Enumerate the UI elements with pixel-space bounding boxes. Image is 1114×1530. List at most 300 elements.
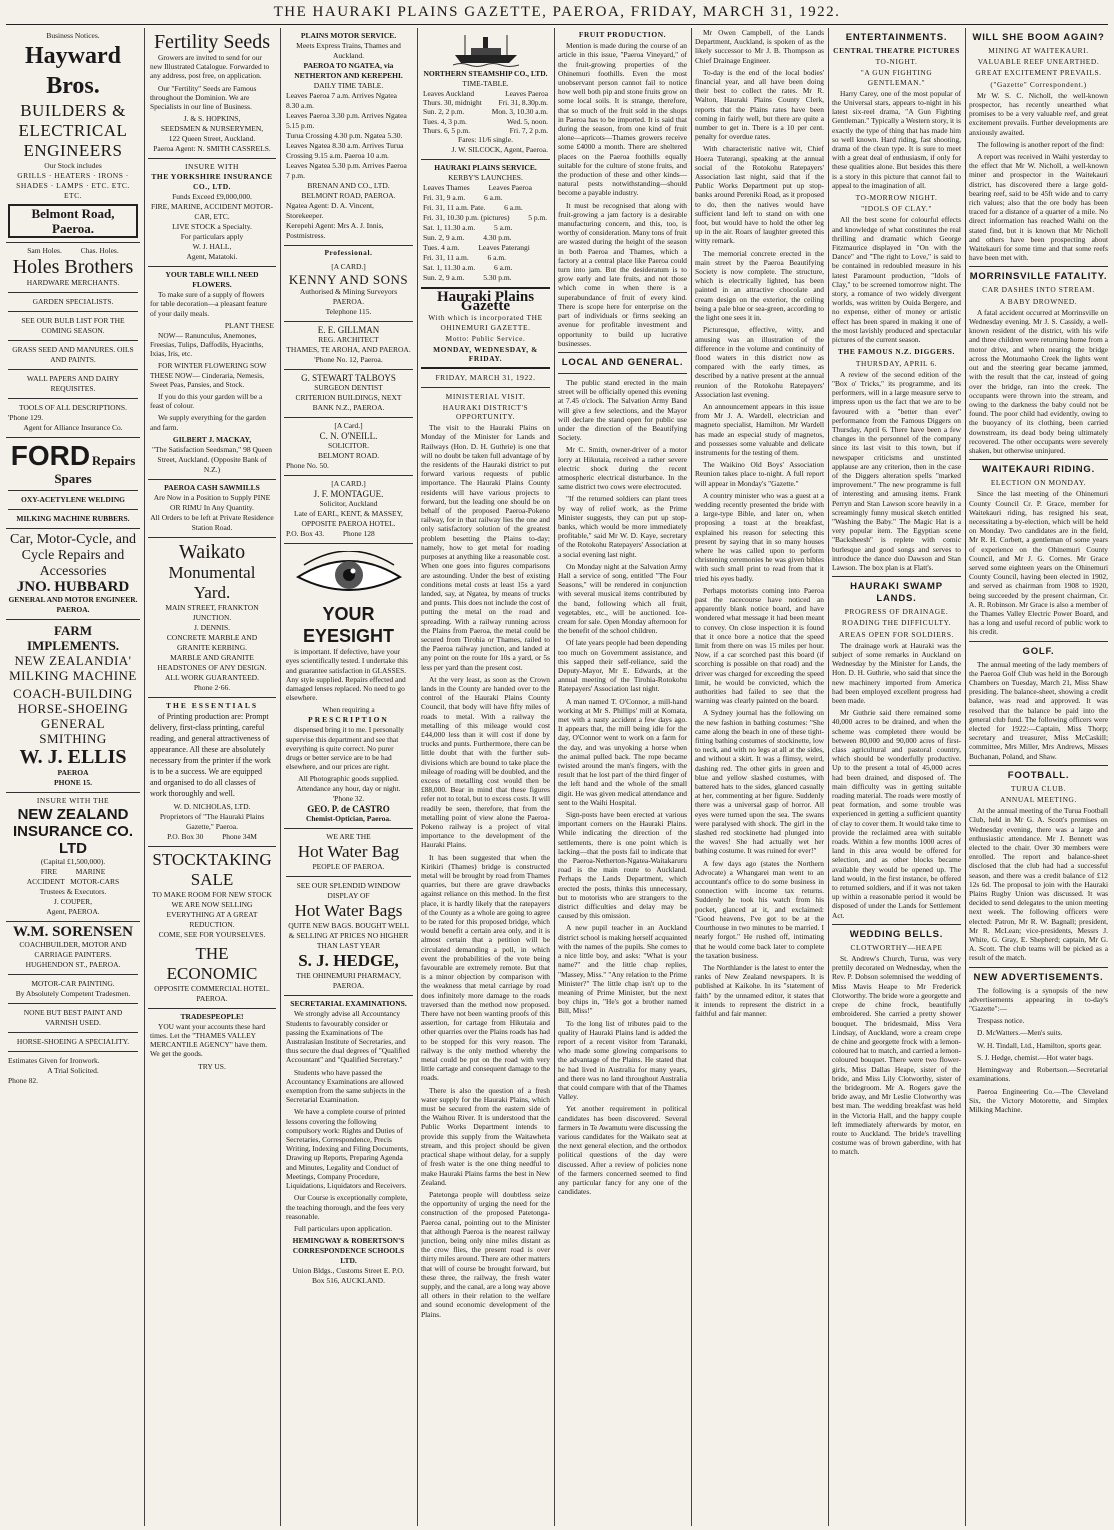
column-3-advertisements [284, 28, 413, 1526]
boom-sub: GREAT EXCITEMENT PREVAILS. [975, 68, 1102, 78]
ellis-line: PAEROA [57, 768, 89, 777]
pms-row: Leaves Ngatea 5.30 p.m. Arrives Paeroa 7 p.m. [286, 161, 407, 180]
ford-repairs: Repairs Spares [54, 453, 136, 486]
new-ads-item: W. H. Tindall, Ltd., Hamilton, sports gear. [977, 1040, 1102, 1050]
flowers-heading: YOUR TABLE WILL NEED FLOWERS. [165, 270, 259, 290]
news-paragraph: A man named T. O'Connor, a mill-hand working at Mr S. Phillips' mill at Komata, met with a nasty accident a few days ago. It appears that, the mill being idle for the day, O'Connor went to work on a farm for the day, and was unyoking a horse when the animal pulled back. The rope became twisted around the man's fingers, with the result that he lost part of the third finger of the left hand and the whole of the small digit. He was given medical attendance and sent to the Waihi Hospital. [558, 696, 687, 807]
news-paragraph: Mr Owen Campbell, of the Lands Department, Auckland, is spoken of as the likely successor to Mr J. B. Thompson as Chief Drainage Engineer. [695, 28, 824, 65]
stocktaking-heading: STOCKTAKING [152, 849, 272, 869]
montague-line: Solicitor, Auckland [319, 499, 378, 509]
pms-route: PAEROA TO NGATEA, via NETHERTON AND KEREPEHI. [294, 61, 403, 80]
column-rule [280, 28, 281, 1526]
hotwater-line: QUITE NEW BAGS. BOUGHT WELL & SELLING AT PRICES NO HIGHER THAN LAST YEAR [288, 921, 409, 951]
waikato-line: Phone 2·66. [193, 682, 231, 692]
ad-hayward-bros [6, 28, 140, 243]
talboys-line: CRITERION BUILDINGS, NEXT BANK N.Z., PAEROA. [295, 393, 402, 413]
masthead-rule [6, 24, 1108, 25]
oneill-line: SOLICITOR. [328, 441, 369, 451]
hayward-items: GRILLS · HEATERS · IRONS · SHADES · LAMPS · ETC. ETC. ETC. [16, 171, 130, 200]
secretarial-text: Students who have passed the Accountancy Examinations are allowed exemption from the same subjects in the Secretarial Examination. [286, 1067, 406, 1105]
printing-text: of Printing production are: Prompt delivery, first-class printing, careful reading, and general attractiveness of appearance. All these are absolutely necessary from the printer if the work is to be a success. We are equipped and organised to do all classes of work thoroughly and well. [150, 711, 271, 798]
holes-partners: Sam Holes. Chas. Holes. [27, 246, 119, 255]
waikato-line: CONCRETE MARBLE AND GRANITE KERBING. [166, 632, 258, 652]
hotwater-line: WE ARE THE [326, 832, 371, 842]
paper-line: With which is incorporated THE OHINEMURI GAZETTE. [428, 313, 543, 332]
pms-sub: Meets Express Trains, Thames and Auckland. [296, 41, 401, 60]
hayward-name: Hayward Bros. [25, 43, 121, 99]
column-7-news [832, 28, 961, 1526]
eyesight-text: dispensed bring it to me. I personally supervise this department and see that everything is quite correct. No purer drugs or better service are to be had elsewhere, and our prices are right. [286, 725, 404, 772]
launches-row: Tues. 4 a.m. Leaves Paterangi [423, 243, 530, 253]
editorial-paragraph: It has been suggested that when the Kirikiri (Thames) bridge is constructed metal will be brought by road from Thames quarries, but there are grave drawbacks against reliance on this method. In the first place, it is hardly likely that the ratepayers of the County as a whole are going to agree to be rated for this proposed bridge, which would benefit a certain area only, and it is almost certain that a petition will be circulated demanding a poll, in which event the probabilities of the vote being favourable are extremely remote. But that is a minor objection by comparison with the weakness that metal carriage by road does infinitely more damage to the roads traversed than the method now proposed. There have not been wanting proofs of this assertion, for cartage from Hikutaia and other quarries over the Plains roads has had to be stopped for this very reason. The railway is the only method whereby the metal could be put on the road with very little cartage and consequent damage to the roads. [421, 852, 550, 1083]
column-rule [417, 28, 418, 1526]
film-title: "A GUN FIGHTING GENTLEMAN." [860, 68, 933, 87]
ad-stocktaking [148, 847, 276, 1009]
ad-flowers [148, 267, 276, 480]
timetable-row: Thurs. 30, midnight Fri. 31, 8.30p.m. [423, 98, 548, 108]
pms-timetable: DAILY TIME TABLE. [313, 81, 384, 90]
launches-row: Sun. 2, 9 a.m. 4.30 p.m. [423, 233, 512, 243]
news-paragraph: A Sydney journal has the following on the new fashion in bathing costumes: "She came along the beach in one of these tight-fitting bathing costumes of stockinette, low to neck, and with no legs at all at the sides, and without a skirt. It was a flimsy, weird, dashing red. The other girls in green and blue and yellow slashed costumes, with battered hats to the sides, glanced casually at her, commenting at her figure. Suddenly there was a universal gasp of horror. All eyes were turned upon the sea. The swans were paralysed with shock. The girl in the slashed red stockinette had plunged into the waves! She had actually wet her bathing costume. It was ruined for ever!" [695, 708, 824, 856]
sorensen-line: NONE BUT BEST PAINT AND VARNISH USED. [23, 1008, 123, 1027]
launches-row: Sat. 1, 11.30 a.m. 5 a.m. [423, 223, 513, 233]
launches-row: Sun. 2, 9 a.m. 5.30 p.m. [423, 273, 512, 283]
entertainments-heading: ENTERTAINMENTS. [845, 32, 948, 43]
boom-sub: VALUABLE REEF UNEARTHED. [977, 57, 1100, 67]
hedge-name: S. J. HEDGE, [298, 951, 399, 971]
holes-line: HARDWARE MERCHANTS. [26, 278, 120, 287]
ad-secretarial-exams [284, 996, 413, 1290]
golf-paragraph: The annual meeting of the lady members of the Paeroa Golf Club was held in the Borough Chambers on Tuesday, March 21, Miss Shaw presiding. The balance-sheet, showing a credit balance, was read and approved. It was resolved that the balance be paid into the general club fund. The following officers were elected for 1922:—Captain, Miss Thorp; secretary and treasurer, Miss McCaskill; committee, Mrs Miller, Mrs Andrews, Misses Buchanan, Poland, and Shaw. [969, 659, 1108, 761]
talboys-name: G. STEWART TALBOYS [301, 373, 396, 384]
column-rule [965, 28, 966, 1526]
paper-motto: Motto: Public Service. [445, 333, 526, 343]
hotwater-heading: Hot Water Bag [297, 842, 400, 862]
ad-fertility-seeds [148, 28, 276, 159]
timetable-row: Leaves Auckland Leaves Paeroa [423, 89, 548, 98]
tonight-heading: TO-NIGHT. [875, 57, 918, 67]
fertility-line: Paeroa Agent: N. SMITH CASSRELS. [153, 144, 271, 154]
sorensen-line: COACHBUILDER, MOTOR AND CARRIAGE PAINTERS. [19, 940, 127, 959]
pms-line: Kerepehi Agent: Mrs A. J. Innis, Postmistress. [286, 221, 384, 240]
card-label: [A Card.] [334, 421, 363, 431]
fertility-line: 122 Queen Street, Auckland. [168, 134, 256, 144]
yorkshire-line: THE YORKSHIRE INSURANCE CO., LTD. [151, 172, 273, 192]
masthead: THE HAURAKI PLAINS GAZETTE, PAEROA, FRIDAY, MARCH 31, 1922. [273, 4, 841, 20]
column-rule [691, 28, 692, 1526]
news-paragraph: An announcement appears in this issue from Mr J. A. Wardell, electrician and magneto specialist, Hamilton. Mr Wardell has made an especial study of magnetos, and possesses some valuable and delicate instruments for the testing of them. [695, 401, 824, 457]
eyesight-line: All Photographic goods supplied. [298, 774, 399, 784]
timetable-row: Thurs. 6, 5 p.m. Fri. 7, 2 p.m. [423, 125, 548, 135]
ad-tradespeople [148, 1009, 276, 1076]
fertility-line: J. & S. HOPKINS, [183, 114, 241, 124]
waikato-line: ALL WORK GUARANTEED. [165, 672, 259, 682]
card-label: [A CARD.] [331, 479, 366, 489]
launches-row: Fri. 31, 11 a.m. Pate. 6 a.m. [423, 203, 523, 213]
ford-logo: FORD [10, 440, 91, 471]
waikato-subheading: Monumental Yard. [168, 562, 256, 602]
yorkshire-line: W. J. HALL, [192, 242, 232, 252]
secretarial-line: HEMINGWAY & ROBERTSON'S CORRESPONDENCE SCHOOLS LTD. [292, 1236, 405, 1266]
waikato-line: J. DENNIS. [193, 622, 231, 632]
ad-plains-motor-service [284, 28, 413, 246]
decastro-name: GEO. P. de CASTRO [307, 804, 390, 815]
fertility-line: SEEDSMEN & NURSERYMEN, [160, 124, 264, 134]
swamp-sub: ROADING THE DIFFICULTY. [841, 618, 952, 628]
news-paragraph: The public stand erected in the main street will be officially opened this evening at 7.45 o'clock. The Salvation Army Band will give a few selections, and the Mayor will declare the stand open for public use under the direction of the Beautifying Society. [558, 377, 687, 443]
column-5-news [558, 28, 687, 1526]
stocktaking-line: TO MAKE ROOM FOR NEW STOCK WE ARE NOW SELLING EVERYTHING AT A GREAT REDUCTION. [152, 889, 272, 929]
hotwater-heading: Hot Water Bags [294, 901, 403, 921]
stocktaking-heading: SALE [190, 869, 234, 889]
ad-eyesight [284, 544, 413, 829]
swamp-paragraph: The drainage work at Hauraki was the subject of some remarks in Auckland on Wednesday by the Minister for Lands, the Hon. D. H. Guthrie, who said that since the new machinery imported from America had been employed excellent progress had been made. [832, 640, 961, 705]
printing-heading: THE ESSENTIALS [166, 700, 258, 710]
card-kenny [284, 259, 413, 322]
holes-phone: 'Phone 129. [8, 413, 44, 422]
steamship-agent: J. W. SILCOCK, Agent, Paeroa. [451, 145, 548, 155]
montague-name: J. F. MONTAGUE. [313, 489, 384, 500]
holes-line: GRASS SEED AND MANURES. OILS AND PAINTS. [12, 345, 134, 364]
professional-heading: Professional. [324, 248, 373, 257]
news-paragraph: With characteristic native wit, Chief Hoera Tuterangi, speaking at the annual social of the Rotokohu Ratepayers' Association last night, said that if the Public Works Department put up stop-banks around Pereniki Road, as it proposed to do, then the natives would have sufficient land left to stand on with one foot, but would have to hold the other leg up in the air. Roars of laughter greeted this witty remark. [695, 144, 824, 246]
column-6-news [695, 28, 824, 1526]
sorensen-line: By Absolutely Competent Tradesmen. [15, 989, 131, 998]
card-oneill [284, 418, 413, 476]
news-paragraph: A few days ago (states the Northern Advocate) a Whangarei man went to an accountant's office to do some business in connection with income tax returns. Suddenly he took his watch from his pocket, glanced at it, and exclaimed: "Good heavens, I've got to be at the Courthouse in two minutes to be married. I nearly forgot." He rushed off, intimating that he would come back later to complete the taxation business. [695, 858, 824, 960]
fatality-sub: CAR DASHES INTO STREAM. [982, 285, 1095, 295]
wedding-paragraph: St. Andrew's Church, Turua, was very prettily decorated on Wednesday, when the Rev. P. Dobson solemnised the wedding of Miss Mavis Heape to Mr Frederick Clotworthy. The bride wore a georgette and crepe de chine frock, beautifully embroidered. She carried a pretty shower bouquet. The bridesmaid, Miss Vera Lindsay, of Auckland, wore a cream crepe de chine and georgette frock with a lemon-coloured hat to match, and carried a lemon-coloured bouquet. There were two flower-girls, Miss Dallas Heape, sister of the bride, and Miss Lily Clotworthy, sister of the bridegroom. Mr A. Rogers gave the bride away, and Mr Leslie Clotworthy was best man. The wedding breakfast was held in the Victoria Hall, and the happy couple left immediately afterwards by motor, en route to Auckland. The bride's travelling costume was of brown gaberdine, with hat to match. [832, 954, 961, 1157]
hayward-line: ENGINEERS [23, 141, 123, 160]
news-paragraph: The memorial concrete erected in the main street by the Paeroa Beautifying Society is now complete. The structure, which is electrically lighted, has been painted in an attractive chocolate and cream design on the exterior, the ceiling being a pale blue or sea-green, according to the light one sees it in. [695, 248, 824, 323]
fertility-text: Our "Fertility" Seeds are Famous throughout the Dominion. We are Specialists in our line of Business. [150, 83, 257, 112]
flowers-text: To make sure of a supply of flowers for table decoration—a pleasant feature of your daily meals. [150, 290, 267, 318]
ministerial-sub: HAURAKI DISTRICT'S OPPORTUNITY. [442, 402, 529, 422]
boom-sub: MINING AT WAITEKAURI. [988, 46, 1089, 55]
insurance-company: NEW ZEALAND INSURANCE CO. LTD [12, 806, 133, 857]
tradespeople-line: TRY US. [198, 1061, 226, 1071]
secretarial-line: Union Bldgs., Customs Street E. P.O. Box 516, AUCKLAND. [292, 1266, 405, 1286]
diggers-date: THURSDAY, APRIL 6. [855, 358, 938, 368]
ad-printing [148, 698, 276, 847]
pms-line: BRENAN AND CO., LTD. [307, 181, 390, 190]
boom-paragraph: A report was received in Waihi yesterday to the effect that Mr W. Nicholl, a well-known miner and prospector in the Waitekauri district, has discovered there a large gold-bearing reef, said to be 45ft wide and to carry rich values; also that the ore body has been traced for a distance of a quarter of a mile. No direct information has reached Waihi on the stated find, but it is known that Mr Nicholl and others have been prospecting about Waitekauri for some time and that some reefs have been met with. [969, 152, 1108, 263]
riding-sub: ELECTION ON MONDAY. [990, 478, 1087, 488]
fruit-heading: FRUIT PRODUCTION. [578, 30, 667, 39]
flowers-text: We supply everything for the garden and farm. [150, 413, 266, 432]
secretarial-text: We strongly advise all Accountancy Students to favourably consider or passing the Examinations of The Australasian Institute of Secretaries, and thus secure the dual degrees of "Qualified Accountant" and "Qualified Secretary." [286, 1009, 410, 1065]
entertainment-paragraph: All the best scene for colourful effects and knowledge of what constitutes the real thrilling and dramatic which George Fitzmaurice displayed in "On with the Dance" and "The right to Love," is said to be contained in redoubled measure in his latest Paramount production, "Idols of Clay," to be screened tomorrow night. The story, a romance of two widely divergent worlds, was written by Ouida Bergere, and no expense, either of money or artistic effect has been spared in making it one of the most lavishly produced and spectacular pictures of the current season. [832, 215, 961, 345]
eyesight-text: is important. If defective, have your eyes scientifically tested. I undertake this and guarantee satisfaction in GLASSES. Any style supplied. Repairs effected and damaged lenses replaced. No need to go elsewhere. [286, 647, 408, 703]
insurance-line: ACCIDENT MOTOR-CARS [26, 877, 120, 886]
ad-ellis [6, 620, 140, 793]
ford-line: OXY-ACETYLENE WELDING [21, 495, 125, 504]
new-ads-item: D. McWatters.—Men's suits. [977, 1028, 1063, 1038]
mackay-name: GILBERT J. MACKAY, [172, 434, 252, 444]
entertainment-paragraph: Harry Carey, one of the most popular of the Universal stars, appears to-night in his latest six-reel drama, "A Gun Fighting Gentleman." Typically a Western story, it is exactly the type of thing that has made him so well known. Hard riding, fast shooting, drama of the clean type. It is sure to meet with a great deal of enthusiasm, if only for these qualities alone. But besides this there is a story in this picture that cannot fail to appeal to the imagination of all. [832, 88, 961, 190]
ad-yorkshire-insurance [148, 159, 276, 267]
montague-line: OPPOSITE PAEROA HOTEL. [301, 519, 396, 529]
launches-heading: HAURAKI PLAINS SERVICE. [434, 163, 537, 173]
swamp-paragraph: Mr Guthrie said there remained some 40,000 acres to be drained, and when the scheme was completed there would be between 80,000 and 90,000 acres of first-class agricultural and pastoral country, which should be wonderfully productive. Up to the present a total of 45,000 acres had been drained, and disposed of. The main difficulty was in getting suitable roading material. The roads were mostly of peat formation, and some trouble was experienced in getting a sufficient quantity of clay to cover them. It would take time to provide the reclaimed area with suitable roads. Within a few months 1000 acres of land in this area would be offered for selection, and as other blocks became available they would be opened up. The land would, in the first instance, be offered to returned soldiers, and if it was not taken up within a reasonable period it would be disposed of under the Lands for Settlement Act. [832, 708, 961, 920]
card-label: [A CARD.] [331, 262, 366, 272]
hotwater-line: PEOPLE OF PAEROA. [312, 862, 385, 872]
editorial-paragraph: The visit to the Hauraki Plains on Monday of the Minister for Lands and Railways (Hon. D. H. Guthrie) is one that will no doubt be taken full advantage of by the residents of the Hauraki district to put forward various requests of public importance. The Hauraki Plains County residents will have various projects to forward, but the leading one should be on behalf of the proposed Paeroa-Pokeno railway, for in that railway lies the one and only satisfactory solution of the greatest problem besetting the Plains to-day; namely, how to get metal for roading purposes at anything like a reasonable cost. When one goes into figures comparisons are astounding. Under the best of existing conditions metal costs at least 15s a yard landed, say, at Ngatea, by means of trucks and punts. This does not include the cost of putting the metal on the road and spreading. With a railway running across the Plains from Paeroa, the metal could be secured from Tirohia or Thames, railed to the Paeroa railway junction, and landed at any point on the route for 10s a yard, or 5s less per yard than the present cost. [421, 423, 550, 672]
riding-paragraph: Since the last meeting of the Ohinemuri County Council Cr. P. Grace, member for Waitekauri riding, has resigned his seat, necessitating a by-election, which will be held on Monday. Two candidates are in the field, Mr R. H. Corbett, a gentleman of some years of experience on the Ohinemuri County Council, and Mr J. G. Cornes. Mr Grace served some eighteen years on the Ohinemuri County Council, having been elected in 1902, and served as chairman from 1908 to 1920, being succeeded by the present chairman, Cr. A. R. Robinson. Mr Grace is also a member of the Thames Valley Electric Power Board, and has a long and useful record of public work to his credit. [969, 489, 1108, 637]
eye-icon [294, 551, 404, 599]
holes-line: TOOLS OF ALL DESCRIPTIONS. [19, 403, 127, 412]
card-montague [284, 476, 413, 544]
fertility-text: Growers are invited to send for our new Illustrated Catalogue. Forwarded to any address, post free, on application. [150, 53, 270, 81]
kenny-line: Telephone 115. [325, 307, 372, 317]
paper-date: FRIDAY, MARCH 31, 1922. [435, 373, 536, 383]
ford-line: MILKING MACHINE RUBBERS. [16, 514, 130, 523]
gillman-name: E. E. GILLMAN [317, 325, 380, 336]
gillman-line: THAMES, TE AROHA, AND PAEROA. [286, 345, 411, 355]
hubbard-name: JNO. HUBBARD [16, 579, 130, 595]
eyesight-line: Attendance any hour, day or night. [296, 784, 401, 794]
football-sub: ANNUAL MEETING. [1000, 795, 1077, 805]
kenny-name: KENNY AND SONS [288, 272, 409, 288]
hayward-line: ELECTRICAL [18, 121, 128, 140]
stocktaking-line: COME, SEE FOR YOURSELVES. [158, 929, 266, 939]
fertility-heading: Fertility Seeds [153, 31, 271, 53]
holes-line: GARDEN SPECIALISTS. [32, 297, 114, 306]
steamship-heading: NORTHERN STEAMSHIP CO., LTD. [423, 69, 548, 78]
business-notices-heading: Business Notices. [46, 31, 100, 40]
pms-row: Turua Crossing 4.30 p.m. Ngatea 5.30. [286, 131, 403, 140]
column-rule [554, 28, 555, 1526]
secretarial-text: We have a complete course of printed lessons covering the following compulsory work: Rights and Duties of Secretaries, Correspondence, Precis Writing, Indexing and Filing Documents, Drawing up Reports, Preparing Agenda and Minutes, Legality and Conduct of Meetings, Company Procedure, Liquidations, Liquidators and Receivers. [286, 1107, 409, 1191]
news-paragraph: Yet another requirement in political candidates has been discovered. Several farmers in Te Awamutu were discussing the various candidates for the Waikato seat at the next general election, and the orthodox political questions of the day were discussed. After a review of policies none of the farmers concerned seemed to find any particular fancy for any one of the candidates. [558, 1104, 687, 1197]
oneill-name: C. N. O'NEILL. [319, 431, 378, 442]
talboys-line: SURGEON DENTIST [314, 383, 383, 393]
football-paragraph: At the annual meeting of the Turua Football Club, held in Mr G. A. Scott's premises on Wednesday evening, there was a large and enthusiastic attendance. Mr J. Bennett was elected to the chair. Over 30 members were enrolled. The report and balance-sheet disclosed that the club had had a successful season, and there was a credit balance of £12 12s 6d. The proposal to join with the Hauraki Plains Rugby Union was discussed. It was decided to send delegates to the union meeting next week. The following officers were elected: Patron, Mr R. W. Bagnall; president, Mr R. McLean; vice-presidents, Messrs J. White, G. Gray, E. Shepherd; captain, Mr G. A. Scott. The club teams will be picked as a result of the match. [969, 806, 1108, 963]
hedge-line: THE OHINEMURI PHARMACY, PAEROA. [296, 971, 401, 991]
column-1-advertisements [6, 28, 140, 1526]
editorial-paragraph: At the very least, as soon as the Crown lands in the County are handed over to the control of the Hauraki Plains County Council, that body will have fifty miles of roads to metal. With a railway the metalling of this mileage would cost £44,000 less than it will cost if done by trucks and punts. Furthermore, there can be little doubt that with the further sub-divisions which are bound to take place the mileage of roading will be doubled, and the excess of metalling cost would then be £88,000. Bear in mind that these figures refer not to total, but to excess costs. It will readily be seen, therefore, that from the metalling point of view alone the Paeroa-Pokeno railway is a project of vital importance to the development of the Hauraki Plains. [421, 674, 550, 850]
farm-implements: FARM IMPLEMENTS. [26, 623, 120, 653]
timetable-row: Tues. 4, 3 p.m. Wed. 5, noon. [423, 116, 548, 126]
ad-holes-brothers [6, 243, 140, 438]
golf-heading: GOLF. [1022, 645, 1055, 657]
hotwater-line: SEE OUR SPLENDID WINDOW DISPLAY OF [296, 881, 401, 901]
flowers-text: If you do this your garden will be a feast of colour. [150, 392, 263, 411]
swamp-sub: PROGRESS OF DRAINAGE. [844, 607, 949, 617]
news-paragraph: To the long list of tributes paid to the quality of Hauraki Plains land is added the report of a recent visitor from Taranaki, who made some glowing comparisons to the advantage of the Plains. He stated that he had lived in Australia for many years, and there was no land throughout Australia that could compare with that of the Thames Valley. [558, 1018, 687, 1102]
news-paragraph: The Waikino Old Boys' Association Reunion takes place to-night. A full report will appear in Monday's "Gazette." [695, 460, 824, 488]
hayward-line: BUILDERS & [20, 101, 126, 120]
boom-paragraph: The following is another report of the find: [977, 139, 1105, 149]
gillman-line: 'Phone No. 12, Paeroa. [314, 355, 383, 365]
wedding-heading: WEDDING BELLS. [849, 928, 944, 940]
ad-ford [6, 438, 140, 529]
pms-line: BELMONT ROAD, PAEROA. [301, 191, 396, 200]
football-sub: TURUA CLUB. [1010, 783, 1067, 793]
news-paragraph: Mr C. Smith, owner-driver of a motor lorry at Hikutaia, received a rather severe electric shock during the recent atmospheric electrical disturbance. In the same district two cows were electrocuted. [558, 445, 687, 492]
fruit-paragraph: It must be recognised that along with fruit-growing a jam factory is a desirable manufacturing concern, and this, too, is worthy of consideration. Many tons of fruit are wasted during the height of the season in both Paeroa and Thames, which a factory at a central place like Paeroa could turn into jam. But the desideratum is to grow early and late fruits, and not those which come in when there is a superabundance of fruit of every kind. There is scope here for enterprise on the part of individuals or firms seeking an avenue for profitable investment and opportunity to build up lucrative businesses. [558, 200, 687, 348]
insurance-line: Trustees & Executors. [39, 887, 107, 896]
ad-sawmills [148, 480, 276, 538]
economic-line: OPPOSITE COMMERCIAL HOTEL. PAEROA. [154, 983, 270, 1003]
news-paragraph: Sign-posts have been erected at various important corners on the Hauraki Plains. While indicating the direction of the settlements, there is one point which is lacking—that the posts fail to indicate that the Paeroa-Netherton-Ngatea-Waitakaruru road is the main route to Auckland. Perhaps the Lands Department, which erected the posts, thinks this unnecessary, but to motorists who are strangers to the district difficulties and delay may be caused by this omission. [558, 810, 687, 921]
diggers-heading: THE FAMOUS N.Z. DIGGERS. [838, 347, 955, 357]
holes-line: WALL PAPERS AND DAIRY REQUISITES. [26, 374, 120, 393]
printing-line: Proprietors of "The Hauraki Plains Gazette," Paeroa. [159, 811, 265, 831]
steamship-icon [451, 33, 521, 67]
entertainment-paragraph: A review of the second edition of the "Box o' Tricks," its programme, and its performers, will in a large measure serve to impress upon us the fact that we are to be favoured with a "better than ever" performance from the Famous Diggers on Thursday, April 6. There have been a few changes in the personnel of the company since its last visit to this town, but if newspaper criticisms and unstinted applause are any criterion, then in the case of the Diggers alteration spells "marked improvement." The new programme is full of interesting and amusing items. Frank Perryn and Stan Lawson score heavily in a screamingly funny musical sketch entitled "Washing the Baby." The Magic Hat is a very popular item. The Egyptian scene "Backsheesh" is replete with comic burlesque and good songs and serves to introduce the dance duo Dawson and Stan Lawson. The box plan is at Flatt's. [832, 369, 961, 572]
yorkshire-line: LIVE STOCK a Specialty. [172, 222, 252, 232]
launches-sub: KERBY'S LAUNCHES. [448, 173, 523, 183]
montague-line: Late of EARL, KENT, & MASSEY, [294, 509, 403, 519]
flowers-text: FOR WINTER FLOWERING SOW THESE NOW— Cinderaria, Nemesis, Sweet Peas, Pansies, and Stock. [150, 361, 267, 389]
pms-row: Leaves Ngatea 8.30 a.m. Arrives Turua Crossing 9.15 a.m. Paeroa 10 a.m. [286, 141, 404, 160]
ad-kerbys-launches [421, 160, 550, 289]
fruit-paragraph: Mention is made during the course of an article in this issue, "Paeroa Vineyard," of the fruit-growing properties of the Ohinemuri foothills. Even the most unobservant person cannot fail to notice how well both pip and stone fruits grow on some local soils. It is strange, therefore, that so much of the fruit sold in the shops in Paeroa has to be imported. It is said that during the season, from one kind of fruit alone—apricots—Thames growers receive some £4000 a month. There are sheltered places on the Paeroa foothills equally suitable for the culture of stone fruits, and the production of these and other kinds—natural pests notwithstanding—should become a payable industry. [558, 41, 687, 198]
pms-row: Leaves Paeroa 3.30 p.m. Arrives Ngatea 5.15 p.m. [286, 111, 407, 130]
football-heading: FOOTBALL. [1007, 769, 1070, 781]
card-talboys [284, 370, 413, 418]
nz-milking-machine: NEW ZEALANDIA' MILKING MACHINE [9, 653, 137, 683]
secretarial-text: Full particulars upon application. [294, 1223, 393, 1233]
sawmills-heading: PAEROA CASH SAWMILLS [164, 482, 260, 492]
hubbard-line: PAEROA. [56, 605, 90, 614]
news-paragraph: The Northlander is the latest to enter the ranks of New Zealand newspapers. It is published at Kaikohe. In its "statement of faith" by the unnamed editor, it states that it intends to represent the district in a faithful and fair manner. [695, 962, 824, 1018]
sorensen-line: A Trial Solicited. [47, 1066, 99, 1075]
insurance-line: Agent, PAEROA. [46, 907, 100, 916]
swamp-sub: AREAS OPEN FOR SOLDIERS. [838, 629, 954, 639]
swamp-lands-heading: HAURAKI SWAMP LANDS. [850, 581, 943, 605]
yorkshire-line: FIRE, MARINE, ACCIDENT MOTOR-CAR, ETC. [150, 202, 274, 222]
news-paragraph: A country minister who was a guest at a wedding recently presented the bride with a large-type Bible, and later on, when proposing a toast at the breakfast, explained his reason for selecting this present by saying that in so many houses where he was called upon to perform christening ceremonies he was given bibles with such small print to read from that it tried his eyes badly. [695, 490, 824, 583]
insurance-line: (Capital £1,500,000). [40, 857, 106, 866]
news-paragraph: On Monday night at the Salvation Army Hall a service of song, entitled "The Four Seasons," will be rendered in conjunction with several musical items contributed by the band, following which all fruit, vegetables, etc., will be auctioned. Ice-cream for sale. Open Monday afternoon for the benefit of the school children. [558, 561, 687, 636]
fatality-paragraph: A fatal accident occurred at Morrinsville on Wednesday evening. Mr J. S. Cassidy, a well-known resident of the district, with his wife and three children were returning home from a motor drive, and when nearing the bridge across the Motumaoho Creek the lights went out and the steering gear became jammed, with the result that the car, instead of going over the bridge, ran into the creek. The occupants were thrown into the stream, and owing to the darkness the baby could not be found. The poor child had evidently, owing to the buoyancy of its clothing, been carried downstream, its dead body being ultimately recovered. The other occupants were severely shaken, but otherwise uninjured. [969, 307, 1108, 455]
riding-heading: WAITEKAURI RIDING. [981, 464, 1096, 476]
waikato-line: MARBLE AND GRANITE HEADSTONES OF ANY DESIGN. [157, 652, 267, 672]
film-title: "IDOLS OF CLAY." [861, 204, 932, 214]
column-4-editorial [421, 28, 550, 1526]
tradespeople-text: YOU want your accounts these hard times. Let the "THAMES VALLEY MERCANTILE AGENCY" have them. We get the goods. [150, 1021, 268, 1059]
steamship-timetable: TIME-TABLE. [462, 79, 509, 88]
coach-building: COACH-BUILDING HORSE-SHOEING GENERAL SMITHING [13, 686, 133, 746]
yorkshire-line: Agent, Matatoki. [186, 252, 238, 262]
printing-line: W. D. NICHOLAS, LTD. [173, 801, 251, 811]
hubbard-line: GENERAL AND MOTOR ENGINEER. [8, 595, 138, 604]
oneill-line: BELMONT ROAD. [317, 451, 380, 461]
sorensen-name: W.M. SORENSEN [13, 924, 133, 940]
launches-row: Fri. 31, 10.30 p.m. (pictures) 5 p.m. [423, 213, 548, 223]
sorensen-line: HORSE-SHOEING A SPECIALITY. [16, 1037, 130, 1046]
gillman-line: REG. ARCHITECT [318, 335, 379, 345]
hayward-address: Belmont Road, Paeroa. [8, 204, 138, 238]
new-ads-heading: NEW ADVERTISEMENTS. [973, 971, 1104, 983]
ad-hot-water-bags [284, 829, 413, 996]
pms-heading: PLAINS MOTOR SERVICE. [300, 31, 397, 40]
boom-heading: WILL SHE BOOM AGAIN? [972, 32, 1105, 43]
sorensen-line: Estimates Given for Ironwork. [8, 1056, 100, 1065]
new-ads-item: Trespass notice. [977, 1016, 1025, 1026]
column-rule [828, 28, 829, 1526]
news-paragraph: Perhaps motorists coming into Paeroa past the racecourse have noticed an apparently blank notice board, and have wondered what message it had been meant to convey. On close inspection it is found that it once bore a notice that the speed limit from there on was 15 miles per hour. Now, if a car scorched past this board (if scorching is possible on that road) and the driver was charged for exceeding the speed limit, he would be convicted, which the authorities had failed to see that the warning was clearly painted on the board. [695, 585, 824, 706]
sorensen-line: HUGHENDON ST., PAEROA. [25, 960, 121, 969]
printing-line: P.O. Box 30 Phone 34M [167, 831, 257, 841]
boom-correspondent: ("Gazette" Correspondent.) [990, 79, 1087, 89]
timetable-row: Sun. 2, 2 p.m. Mon. 3, 10.30 a.m. [423, 107, 548, 117]
eyesight-heading: YOUR EYESIGHT [302, 604, 395, 647]
kenny-line: Authorised & Mining Surveyors PAEROA. [299, 287, 398, 307]
launches-columns: Leaves Thames Leaves Paeroa [423, 183, 532, 193]
waikato-heading: Waikato [178, 540, 246, 563]
ad-waikato-monumental [148, 538, 276, 698]
ad-nz-insurance [6, 793, 140, 922]
holes-agent: Agent for Alliance Insurance Co. [23, 423, 123, 432]
oneill-line: Phone No. 50. [286, 461, 329, 471]
insurance-line: J. COUPER, [53, 897, 93, 906]
column-8-news [969, 28, 1108, 1526]
holes-name: Holes Brothers [12, 256, 134, 278]
eyesight-prescription: PRESCRIPTION [308, 715, 389, 725]
montague-line: P.O. Box 43. Phone 128 [286, 529, 375, 539]
launches-row: Fri. 31, 9 a.m. 6 a.m. [423, 193, 503, 203]
waikato-line: MAIN STREET, FRANKTON JUNCTION. [165, 602, 259, 622]
paper-nameplate: Hauraki Plains Gazette [436, 289, 535, 315]
sawmills-line: Are Now in a Position to Supply PINE OR RIMU In Any Quantity. [153, 492, 271, 512]
ad-hubbard [6, 529, 140, 620]
paper-days: MONDAY, WEDNESDAY, & FRIDAY. [433, 345, 538, 364]
yorkshire-line: For particulars apply [180, 232, 244, 242]
editorial-paragraph: There is also the question of a fresh water supply for the Hauraki Plains, which must be secured from the eastern side of the Waihou River. It is understood that the Public Works Department intends to provide this supply from the Waitawheta stream, and this project should be given practical shape without delay, for a supply of fresh water is the one thing needful to make Hauraki Plains farms the best in New Zealand. [421, 1085, 550, 1187]
pms-row: Leaves Paeroa 7 a.m. Arrives Ngatea 8.30 a.m. [286, 91, 397, 110]
launches-row: Fri. 31, 11 a.m. 6 a.m. [423, 253, 507, 263]
news-paragraph: "If the returned soldiers can plant trees by way of relief work, as the Prime Minister suggests, they can put up stop-banks, which would be more immediately profitable," said Mr W. D. Kaye, secretary of the Rotokohu Ratepayers' Association at a social evening last night. [558, 494, 687, 559]
ad-northern-steamship [421, 28, 550, 160]
launches-row: Sat. 1, 11.30 a.m. 6 a.m. [423, 263, 513, 273]
flowers-text: NOW— Ranunculus, Anemones, Freesias, Tulips, Daffodils, Hyacinths, Ixias, Iris, etc. [150, 330, 264, 359]
new-ads-paragraph: The following is a synopsis of the new advertisements appearing in to-day's "Gazette":— [969, 985, 1108, 1014]
insurance-line: FIRE MARINE [40, 867, 106, 876]
yorkshire-line: Funds Exceed £9,000,000. [172, 192, 252, 202]
car-repairs: Car, Motor-Cycle, and Cycle Repairs and Accessories [10, 532, 136, 579]
column-rule [144, 28, 145, 1526]
news-paragraph: Of late years people had been depending too much on Government assistance, and this sapped their self-reliance, said the Deputy-Mayor, Mr E. Edwards, at the annual meeting of the Tirohia-Rotokohu Ratepayers' Association last night. [558, 638, 687, 694]
insurance-line: INSURE WITH THE [36, 796, 110, 805]
news-paragraph: A new pupil teacher in an Auckland district school is making herself acquainted with the names of the pupils. She comes to a nice little boy, and asks: "What is your name?" and the little chap replies, "Massey, Miss." "Any relation to the Prime Minister?" The little chap isn't up to the meaning of Prime Minister, but the next boy chips in, "He's got a brother named Bill, Miss!" [558, 923, 687, 1016]
hayward-stock: Our Stock includes [44, 161, 102, 170]
eyesight-line: 'Phone 32. [332, 794, 365, 804]
editorial-paragraph: Patetonga people will doubtless seize the opportunity of urging the need for the construction of the proposed Patetonga-Paeroa canal, pointing out to the Minister that although Paeroa is the nearest railway junction, being only nine miles distant as the crow flies, the present road is over thirty miles around. There are other matters that will of course be brought forward, but these three, the railway, the fresh water supply, and the canal, are a long way above all others in their relation to the welfare and sound economic development of the Plains. [421, 1189, 550, 1319]
new-ads-item: S. J. Hedge, chemist.—Hot water bags. [977, 1052, 1094, 1062]
pms-line: Ngatea Agent: D. A. Vincent, Storekeeper. [286, 201, 374, 220]
ellis-line: PHONE 15. [54, 778, 92, 787]
ad-sorensen [6, 922, 140, 1090]
new-ads-item: Paeroa Engineering Co.—The Cleveland Six, the Victory Motorette, and Simplex Milking Machine. [969, 1086, 1108, 1114]
news-paragraph: Picturesque, effective, witty, and amusing was an illustration of the difference in the volume and continuity of flood waters in this district now as compared with the early times, as described by a native present at the annual reunion of the Rotokohu Ratepayers' Association last evening. [695, 325, 824, 399]
steamship-fares: Fares: 11/6 single. [458, 135, 513, 145]
wedding-sub: CLOTWORTHY—HEAPE [850, 942, 943, 952]
sorensen-line: Phone 82. [8, 1076, 38, 1085]
secretarial-text: Our Course is exceptionally complete, the teaching thorough, and the fees very reasonable. [286, 1193, 408, 1221]
decastro-line: Chemist-Optician, Paeroa. [305, 814, 392, 824]
news-paragraph: To-day is the end of the local bodies' financial year, and all have been doing their best to collect the rates. Mr R. Walton, Hauraki Plains County Clerk, reports that the Plains rates have been coming in fairly well, but there are quite a number to get in. There is a 10 per cent. penalty for overdue rates. [695, 67, 824, 142]
theatre-heading: CENTRAL THEATRE PICTURES [833, 46, 960, 55]
mackay-address: "The Satisfaction Seedsman," 98 Queen Street, Auckland. (Opposite Bank of N.Z.) [151, 444, 273, 474]
card-gillman [284, 322, 413, 370]
yorkshire-line: INSURE WITH [185, 162, 239, 172]
local-general-heading: LOCAL AND GENERAL. [561, 356, 684, 368]
holes-line: SEE OUR BULB LIST FOR THE COMING SEASON. [21, 316, 125, 335]
fatality-sub: A BABY DROWNED. [999, 296, 1078, 306]
